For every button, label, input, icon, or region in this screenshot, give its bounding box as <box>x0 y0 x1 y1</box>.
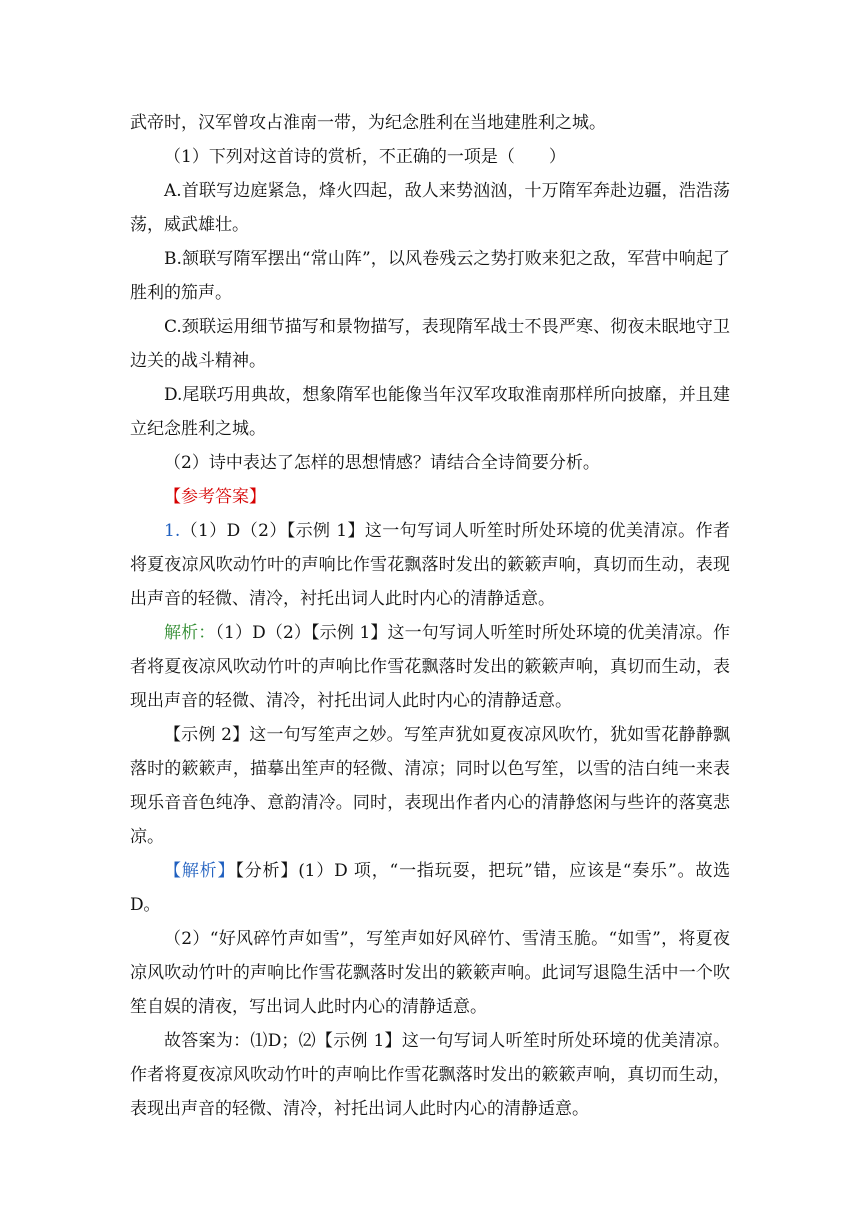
answer-number: 1. <box>164 521 181 541</box>
question-2: （2）诗中表达了怎样的思想情感？请结合全诗简要分析。 <box>164 453 600 473</box>
question-1: （1）下列对这首诗的赏析，不正确的一项是（ ） <box>164 147 566 167</box>
option-c: C.颈联运用细节描写和景物描写，表现隋军战士不畏严寒、彻夜未眠地守卫边关的战斗精神。 <box>130 317 730 371</box>
analysis-2-paragraph <box>130 854 730 922</box>
option-a: A.首联写边庭紧急，烽火四起，敌人来势汹汹，十万隋军奔赴边疆，浩浩荡荡，威武雄壮。 <box>130 181 730 235</box>
context-paragraph: 武帝时，汉军曾攻占淮南一带，为纪念胜利在当地建胜利之城。 <box>130 113 606 133</box>
document-body <box>130 106 730 1126</box>
analysis-2-text: 【分析】(1）D 项，“一指玩耍，把玩”错，应该是“奏乐”。故选 D。 <box>130 861 730 915</box>
option-b: B.颔联写隋军摆出“常山阵”，以风卷残云之势打败来犯之敌，军营中响起了胜利的笳声。 <box>130 249 730 303</box>
final-answer: 故答案为：⑴D；⑵【示例 1】这一句写词人听笙时所处环境的优美清凉。作者将夏夜凉风吹动竹叶的声响比作雪花飘落时发出的簌簌声响，真切而生动，表现出声音的轻微、清冷，衬托出词人此时内心的清静适意。 <box>130 1031 730 1119</box>
analysis-part-2: （2）“好风碎竹声如雪”，写笙声如好风碎竹、雪清玉脆。“如雪”，将夏夜凉风吹动竹叶的声响比作雪花飘落时发出的簌簌声响。此词写退隐生活中一个吹笙自娱的清夜，写出词人此时内心的清静适意。 <box>130 929 730 1017</box>
analysis-label: 解析： <box>164 623 216 643</box>
example-2: 【示例 2】这一句写笙声之妙。写笙声犹如夏夜凉风吹竹，犹如雪花静静飘落时的簌簌声，描摹出笙声的轻微、清凉；同时以色写笙，以雪的洁白纯一来表现乐音音色纯净、意韵清冷。同时，表现出作者内心的清静悠闲与些许的落寞悲凉。 <box>130 725 730 847</box>
analysis-2-label: 【解析】 <box>164 861 236 881</box>
analysis-paragraph <box>130 616 730 718</box>
answer-1 <box>130 514 730 616</box>
option-d: D.尾联巧用典故，想象隋军也能像当年汉军攻取淮南那样所向披靡，并且建立纪念胜利之城。 <box>130 385 730 439</box>
answer-1-text: （1）D（2）【示例 1】这一句写词人听笙时所处环境的优美清凉。作者将夏夜凉风吹动竹叶的声响比作雪花飘落时发出的簌簌声响，真切而生动，表现出声音的轻微、清冷，衬托出词人此时内心的清静适意。 <box>130 521 730 609</box>
reference-answer-header: 【参考答案】 <box>164 487 266 507</box>
analysis-text: （1）D（2）【示例 1】这一句写词人听笙时所处环境的优美清凉。作者将夏夜凉风吹动竹叶的声响比作雪花飘落时发出的簌簌声响，真切而生动，表现出声音的轻微、清冷，衬托出词人此时内心的清静适意。 <box>130 623 730 711</box>
